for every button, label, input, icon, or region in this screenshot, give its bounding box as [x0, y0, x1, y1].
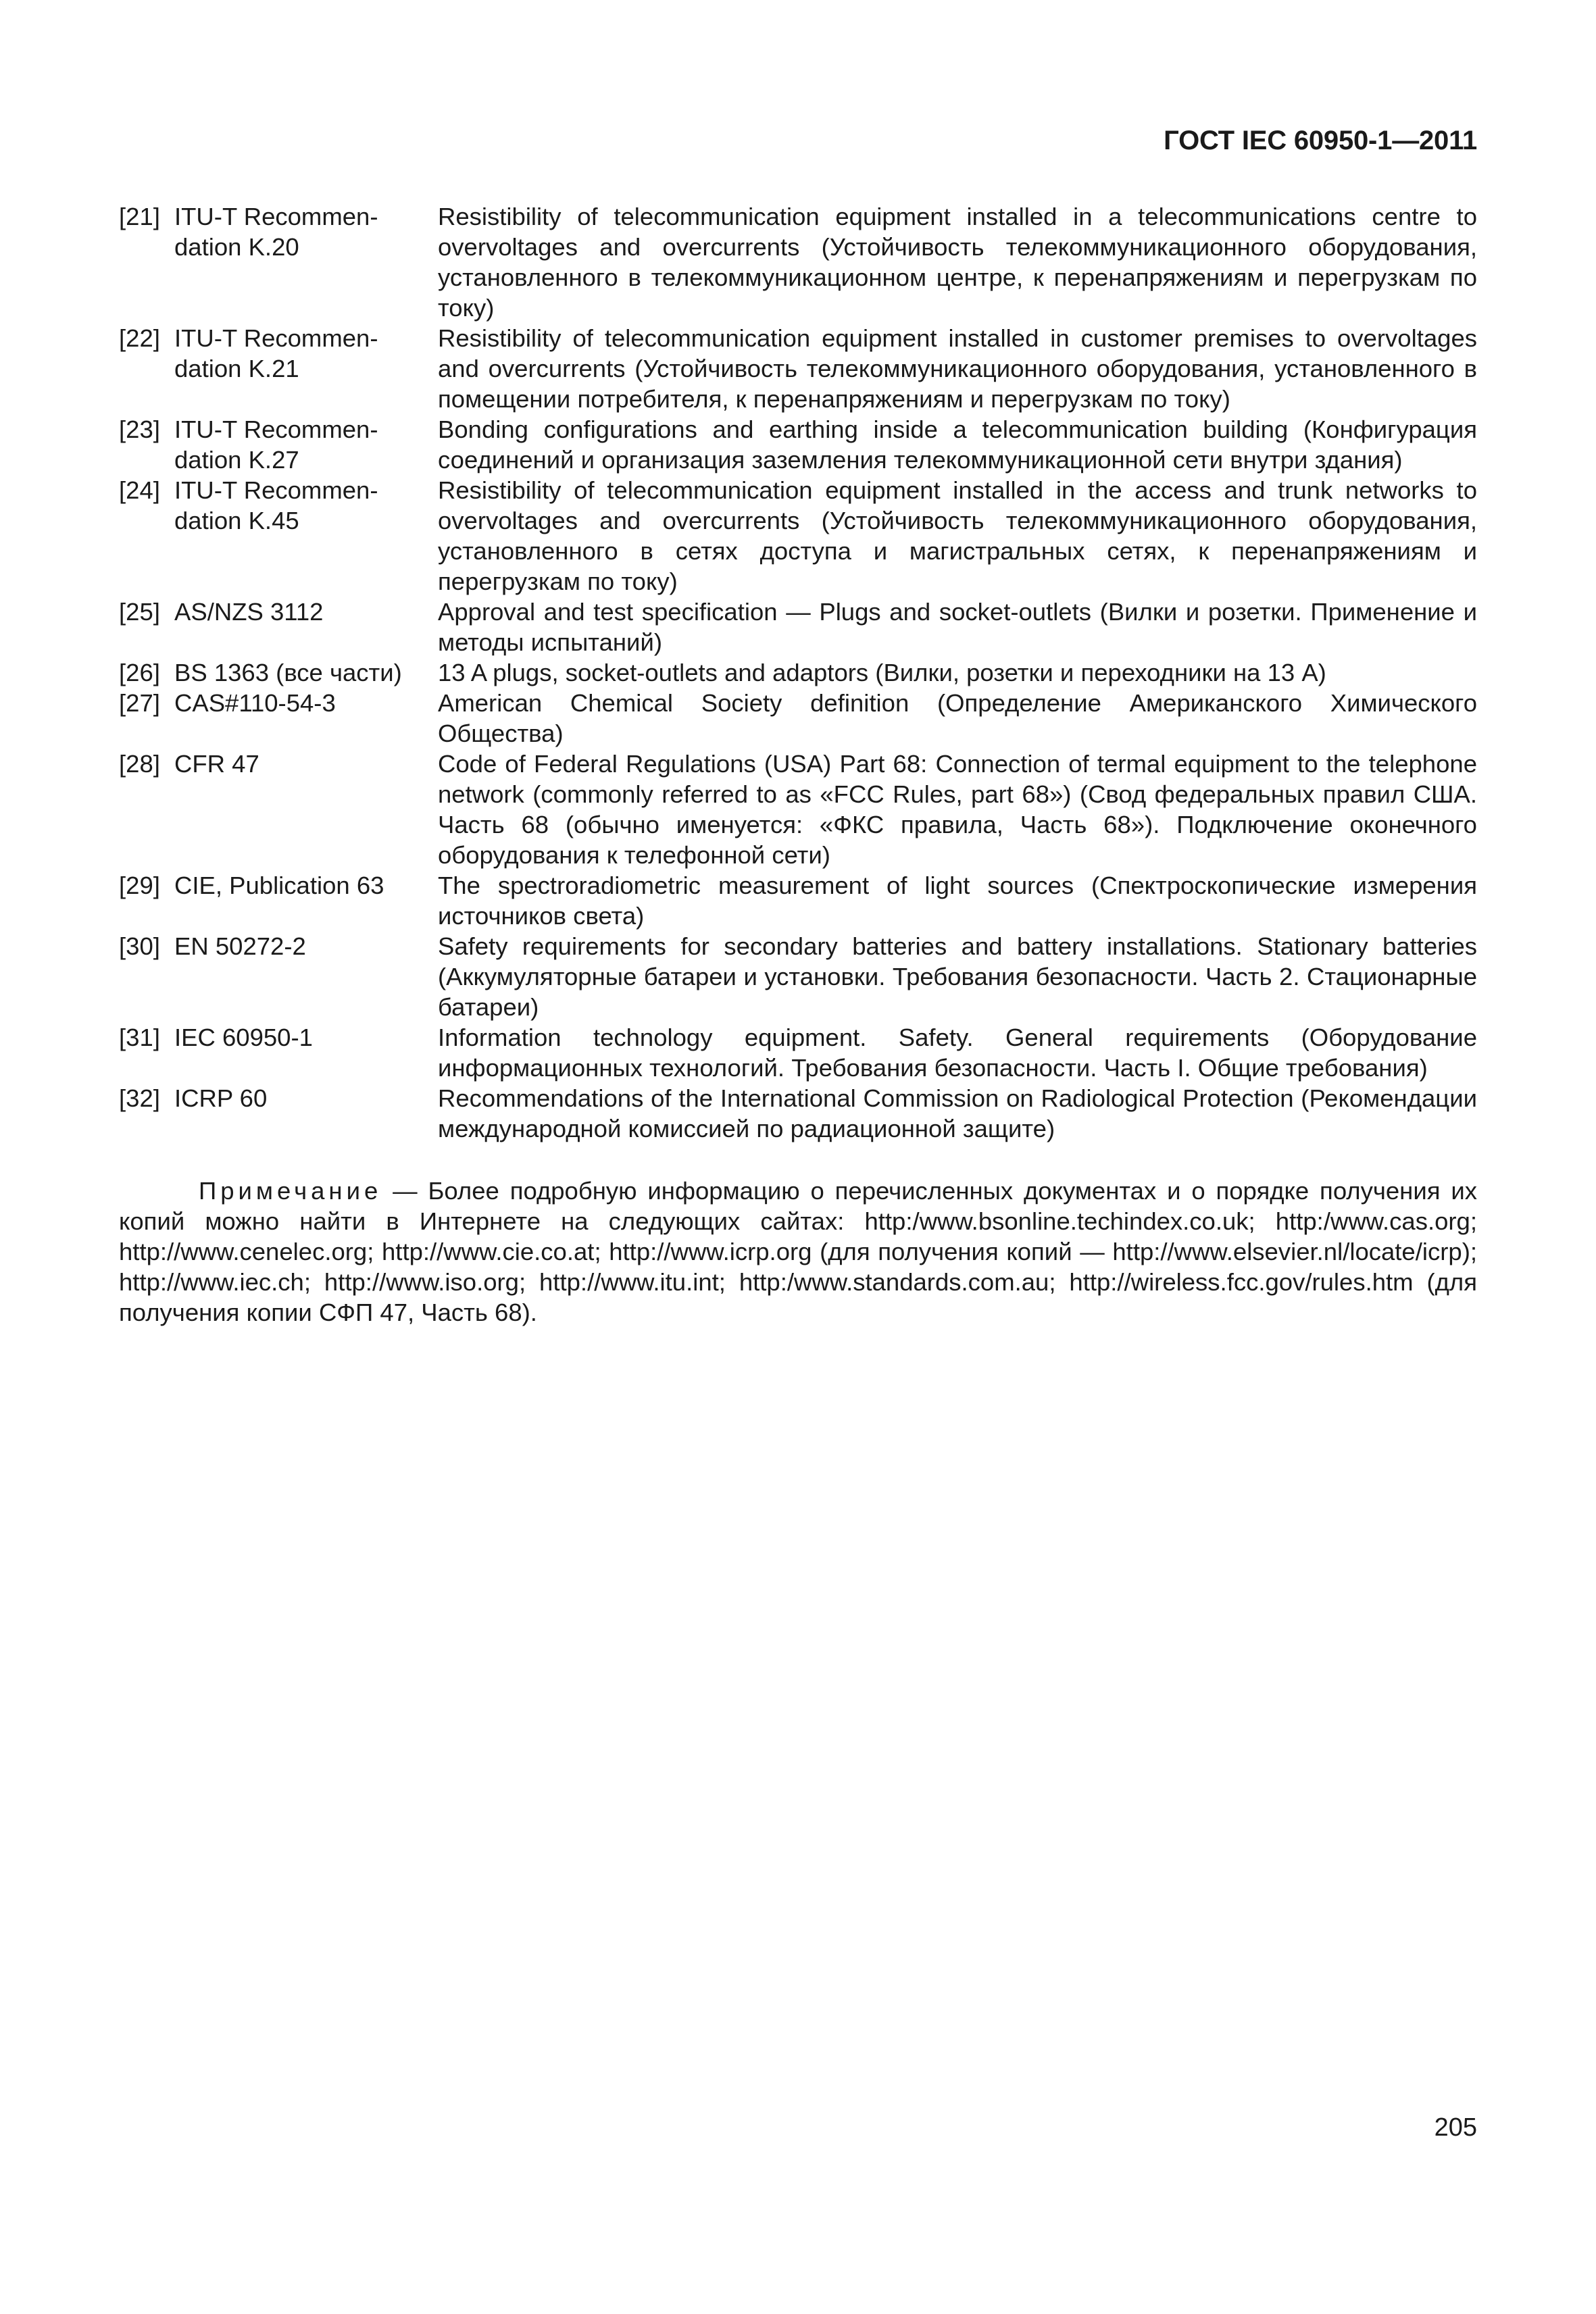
- reference-item: [119, 931, 1477, 1022]
- reference-source: CIE, Publication 63: [174, 872, 384, 899]
- reference-item: [119, 475, 1477, 597]
- reference-description: Resistibility of telecommunication equipment installed in a telecommunications centre to overvoltages and overcurrents (Устойчивость телекоммуникационного оборудования, установленного в телекоммуникационном центре, к перенапряжениям и перегрузкам по току): [438, 203, 1477, 322]
- reference-item: [119, 323, 1477, 414]
- reference-number: [23]: [119, 416, 160, 443]
- reference-description: Information technology equipment. Safety. General requirements (Оборудование информационных технологий. Требования безопасности. Часть I. Общие требования): [438, 1024, 1477, 1082]
- note-paragraph: [119, 1176, 1477, 1328]
- reference-item: [119, 201, 1477, 323]
- reference-description: Resistibility of telecommunication equipment installed in the access and trunk networks to overvoltages and overcurrents (Устойчивость телекоммуникационного оборудования, установленного в сетях доступа и магистральных сетях, к перенапряжениям и перегрузкам по току): [438, 476, 1477, 595]
- reference-item: [119, 657, 1477, 688]
- reference-source: IEC 60950-1: [174, 1024, 313, 1051]
- reference-number: [22]: [119, 324, 160, 352]
- page-header: ГОСТ IEC 60950-1—2011: [1164, 126, 1477, 155]
- reference-number: [27]: [119, 689, 160, 717]
- reference-source: EN 50272-2: [174, 932, 306, 960]
- reference-description: Safety requirements for secondary batteries and battery installations. Stationary batteries (Аккумуляторные батареи и установки. Требования безопасности. Часть 2. Стационарные батареи): [438, 932, 1477, 1021]
- page-number: 205: [1434, 2113, 1477, 2142]
- reference-item: [119, 870, 1477, 931]
- reference-item: [119, 597, 1477, 657]
- reference-description: Resistibility of telecommunication equipment installed in customer premises to overvoltages and overcurrents (Устойчивость телекоммуникационного оборудования, установленного в помещении потребителя, к перенапряжениям и перегрузкам по току): [438, 324, 1477, 413]
- reference-number: [29]: [119, 872, 160, 899]
- reference-source: CFR 47: [174, 750, 259, 778]
- reference-description: Bonding configurations and earthing inside a telecommunication building (Конфигурация соединений и организация заземления телекоммуникационной сети внутри здания): [438, 416, 1477, 474]
- reference-description: The spectroradiometric measurement of light sources (Спектроскопические измерения источников света): [438, 872, 1477, 930]
- reference-item: [119, 749, 1477, 870]
- reference-item: [119, 1083, 1477, 1144]
- reference-source: ITU-T Recommen-dation K.27: [174, 416, 378, 474]
- reference-description: Recommendations of the International Commission on Radiological Protection (Рекомендации международной комиссией по радиационной защите): [438, 1084, 1477, 1142]
- reference-number: [25]: [119, 598, 160, 626]
- reference-description: 13 A plugs, socket-outlets and adaptors (Вилки, розетки и переходники на 13 А): [438, 659, 1326, 686]
- reference-number: [30]: [119, 932, 160, 960]
- reference-source: ITU-T Recommen-dation K.45: [174, 476, 378, 534]
- reference-number: [32]: [119, 1084, 160, 1112]
- note-text: — Более подробную информацию о перечисленных документах и о порядке получения их копий можно найти в Интернете на следующих сайтах: http:/www.bsonline.techindex.co.uk; http:/www.cas.org; http://www.cenelec.org; http://www.cie.co.at; http://www.icrp.org (для получения копий — http://www.elsevier.nl/locate/icrp); http://www.iec.ch; http://www.iso.org; http://www.itu.int; http:/www.standards.com.au; http://wireless.fcc.gov/rules.htm (для получения копии СФП 47, Часть 68).: [119, 1177, 1477, 1326]
- reference-number: [28]: [119, 750, 160, 778]
- reference-source: ITU-T Recommen-dation K.20: [174, 203, 378, 261]
- reference-number: [26]: [119, 659, 160, 686]
- reference-source: AS/NZS 3112: [174, 598, 324, 626]
- reference-item: [119, 688, 1477, 749]
- reference-description: American Chemical Society definition (Определение Американского Химического Общества): [438, 689, 1477, 747]
- reference-number: [31]: [119, 1024, 160, 1051]
- reference-source: ITU-T Recommen-dation K.21: [174, 324, 378, 382]
- reference-source: CAS#110-54-3: [174, 689, 336, 717]
- reference-number: [24]: [119, 476, 160, 504]
- reference-source: ICRP 60: [174, 1084, 268, 1112]
- reference-source: BS 1363 (все части): [174, 659, 402, 686]
- reference-item: [119, 1022, 1477, 1083]
- reference-list: [119, 201, 1477, 1144]
- reference-description: Code of Federal Regulations (USA) Part 68: Connection of termal equipment to the telephone network (commonly referred to as «FCC Rules, part 68») (Свод федеральных правил США. Часть 68 (обычно именуется: «ФКС правила, Часть 68»). Подключение оконечного оборудования к телефонной сети): [438, 750, 1477, 869]
- reference-number: [21]: [119, 203, 160, 230]
- reference-description: Approval and test specification — Plugs and socket-outlets (Вилки и розетки. Применение и методы испытаний): [438, 598, 1477, 656]
- reference-item: [119, 414, 1477, 475]
- note-label: Примечание: [199, 1177, 382, 1205]
